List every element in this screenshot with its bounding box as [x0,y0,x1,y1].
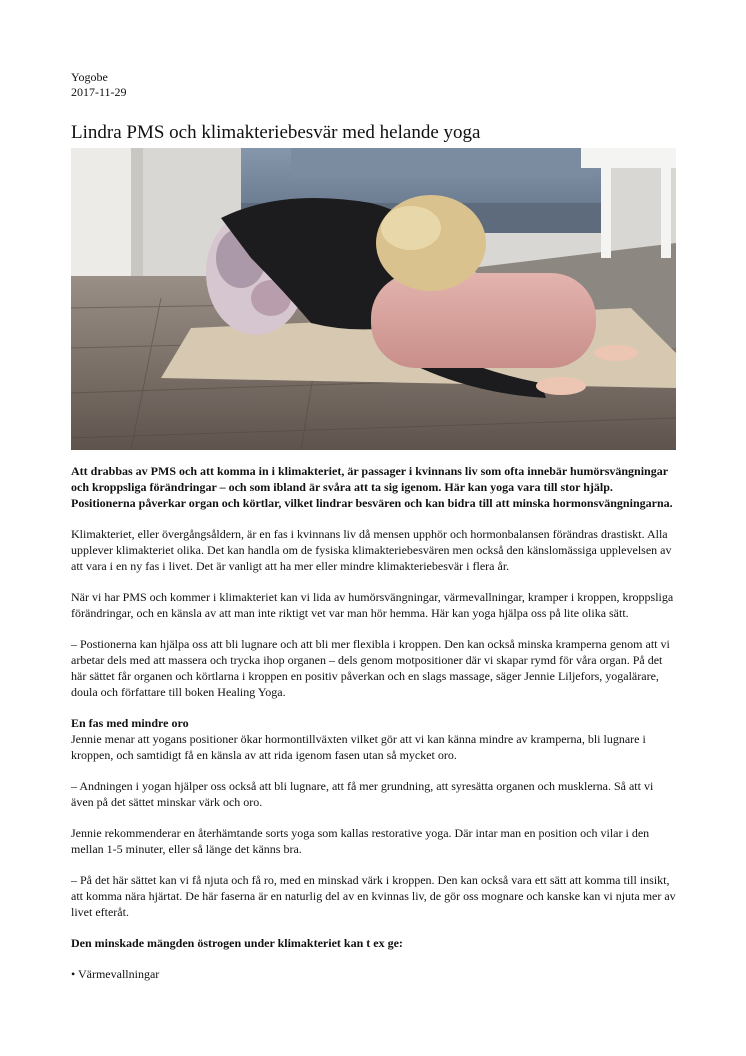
article-photo [71,148,676,450]
section-heading: En fas med mindre oro [71,716,189,730]
paragraph: – Andningen i yogan hjälper oss också att bli lugnare, att få mer grundning, att syresätta organen och musklerna. Så att vi även på det sättet minskar värk och oro. [71,779,654,809]
paragraph: Klimakteriet, eller övergångsåldern, är en fas i kvinnans liv då mensen upphör och hormonbalansen förändras drastiskt. Alla upplever klimakteriet olika. Det kan handla om de fysiska klimakteriebesvären men också den känslomässiga upplevelsen av att vara i en ny fas i livet. Det är vanligt att ha mer eller mindre klimakteriebesvär i flera år. [71,527,672,573]
paragraph: – På det här sättet kan vi få njuta och få ro, med en minskad värk i kroppen. Den kan också vara ett sätt att komma till insikt, att komma nära hjärtat. De här faserna är en naturlig del av en kvinnas liv, de gör oss mognare och kanske kan vi njuta mer av livet efteråt. [71,873,676,919]
section [71,715,676,763]
date: 2017-11-29 [71,85,127,99]
paragraph: – Postionerna kan hjälpa oss att bli lugnare och att bli mer flexibla i kroppen. Den kan också minska kramperna genom att vi arbetar dels med att massera och trycka ihop organen – dels genom motpositioner där vi skapar rymd för våra organ. På det här sättet får organen och körtlarna i kroppen en positiv påverkan och en slags massage, säger Jennie Liljefors, yogalärare, doula och författare till boken Healing Yoga. [71,637,670,699]
paragraph: Jennie rekommenderar en återhämtande sorts yoga som kallas restorative yoga. Där intar man en position och vilar i den mellan 1-5 minuter, eller så länge det känns bra. [71,826,650,856]
article-title: Lindra PMS och klimakteriebesvär med helande yoga [71,122,481,143]
article-lead: Att drabbas av PMS och att komma in i klimakteriet, är passager i kvinnans liv som ofta innebär humörsvängningar och kroppsliga förändringar – och som ibland är svåra att ta sig igenom. Här kan yoga vara till stor hjälp. Positionerna påverkar organ och körtlar, vilket lindrar besvären och kan bidra till att minska hormonsvängningarna. [71,464,673,510]
author: Yogobe [71,70,108,84]
document-page [71,70,676,997]
paragraph: När vi har PMS och kommer i klimakteriet kan vi lida av humörsvängningar, värmevallningar, kramper i kroppen, kroppsliga förändringar, och en känsla av att man inte riktigt vet var man hör hemma. Här kan yoga hjälpa oss på lite olika sätt. [71,590,674,620]
paragraph: Jennie menar att yogans positioner ökar hormontillväxten vilket gör att vi kan känna mindre av kramperna, bli lugnare i kroppen, och samtidigt få en känsla av att rida igenom fasen utan så mycket oro. [71,732,646,762]
list-heading: Den minskade mängden östrogen under klimakteriet kan t ex ge: [71,936,403,950]
list-item: • Värmevallningar [71,967,160,981]
